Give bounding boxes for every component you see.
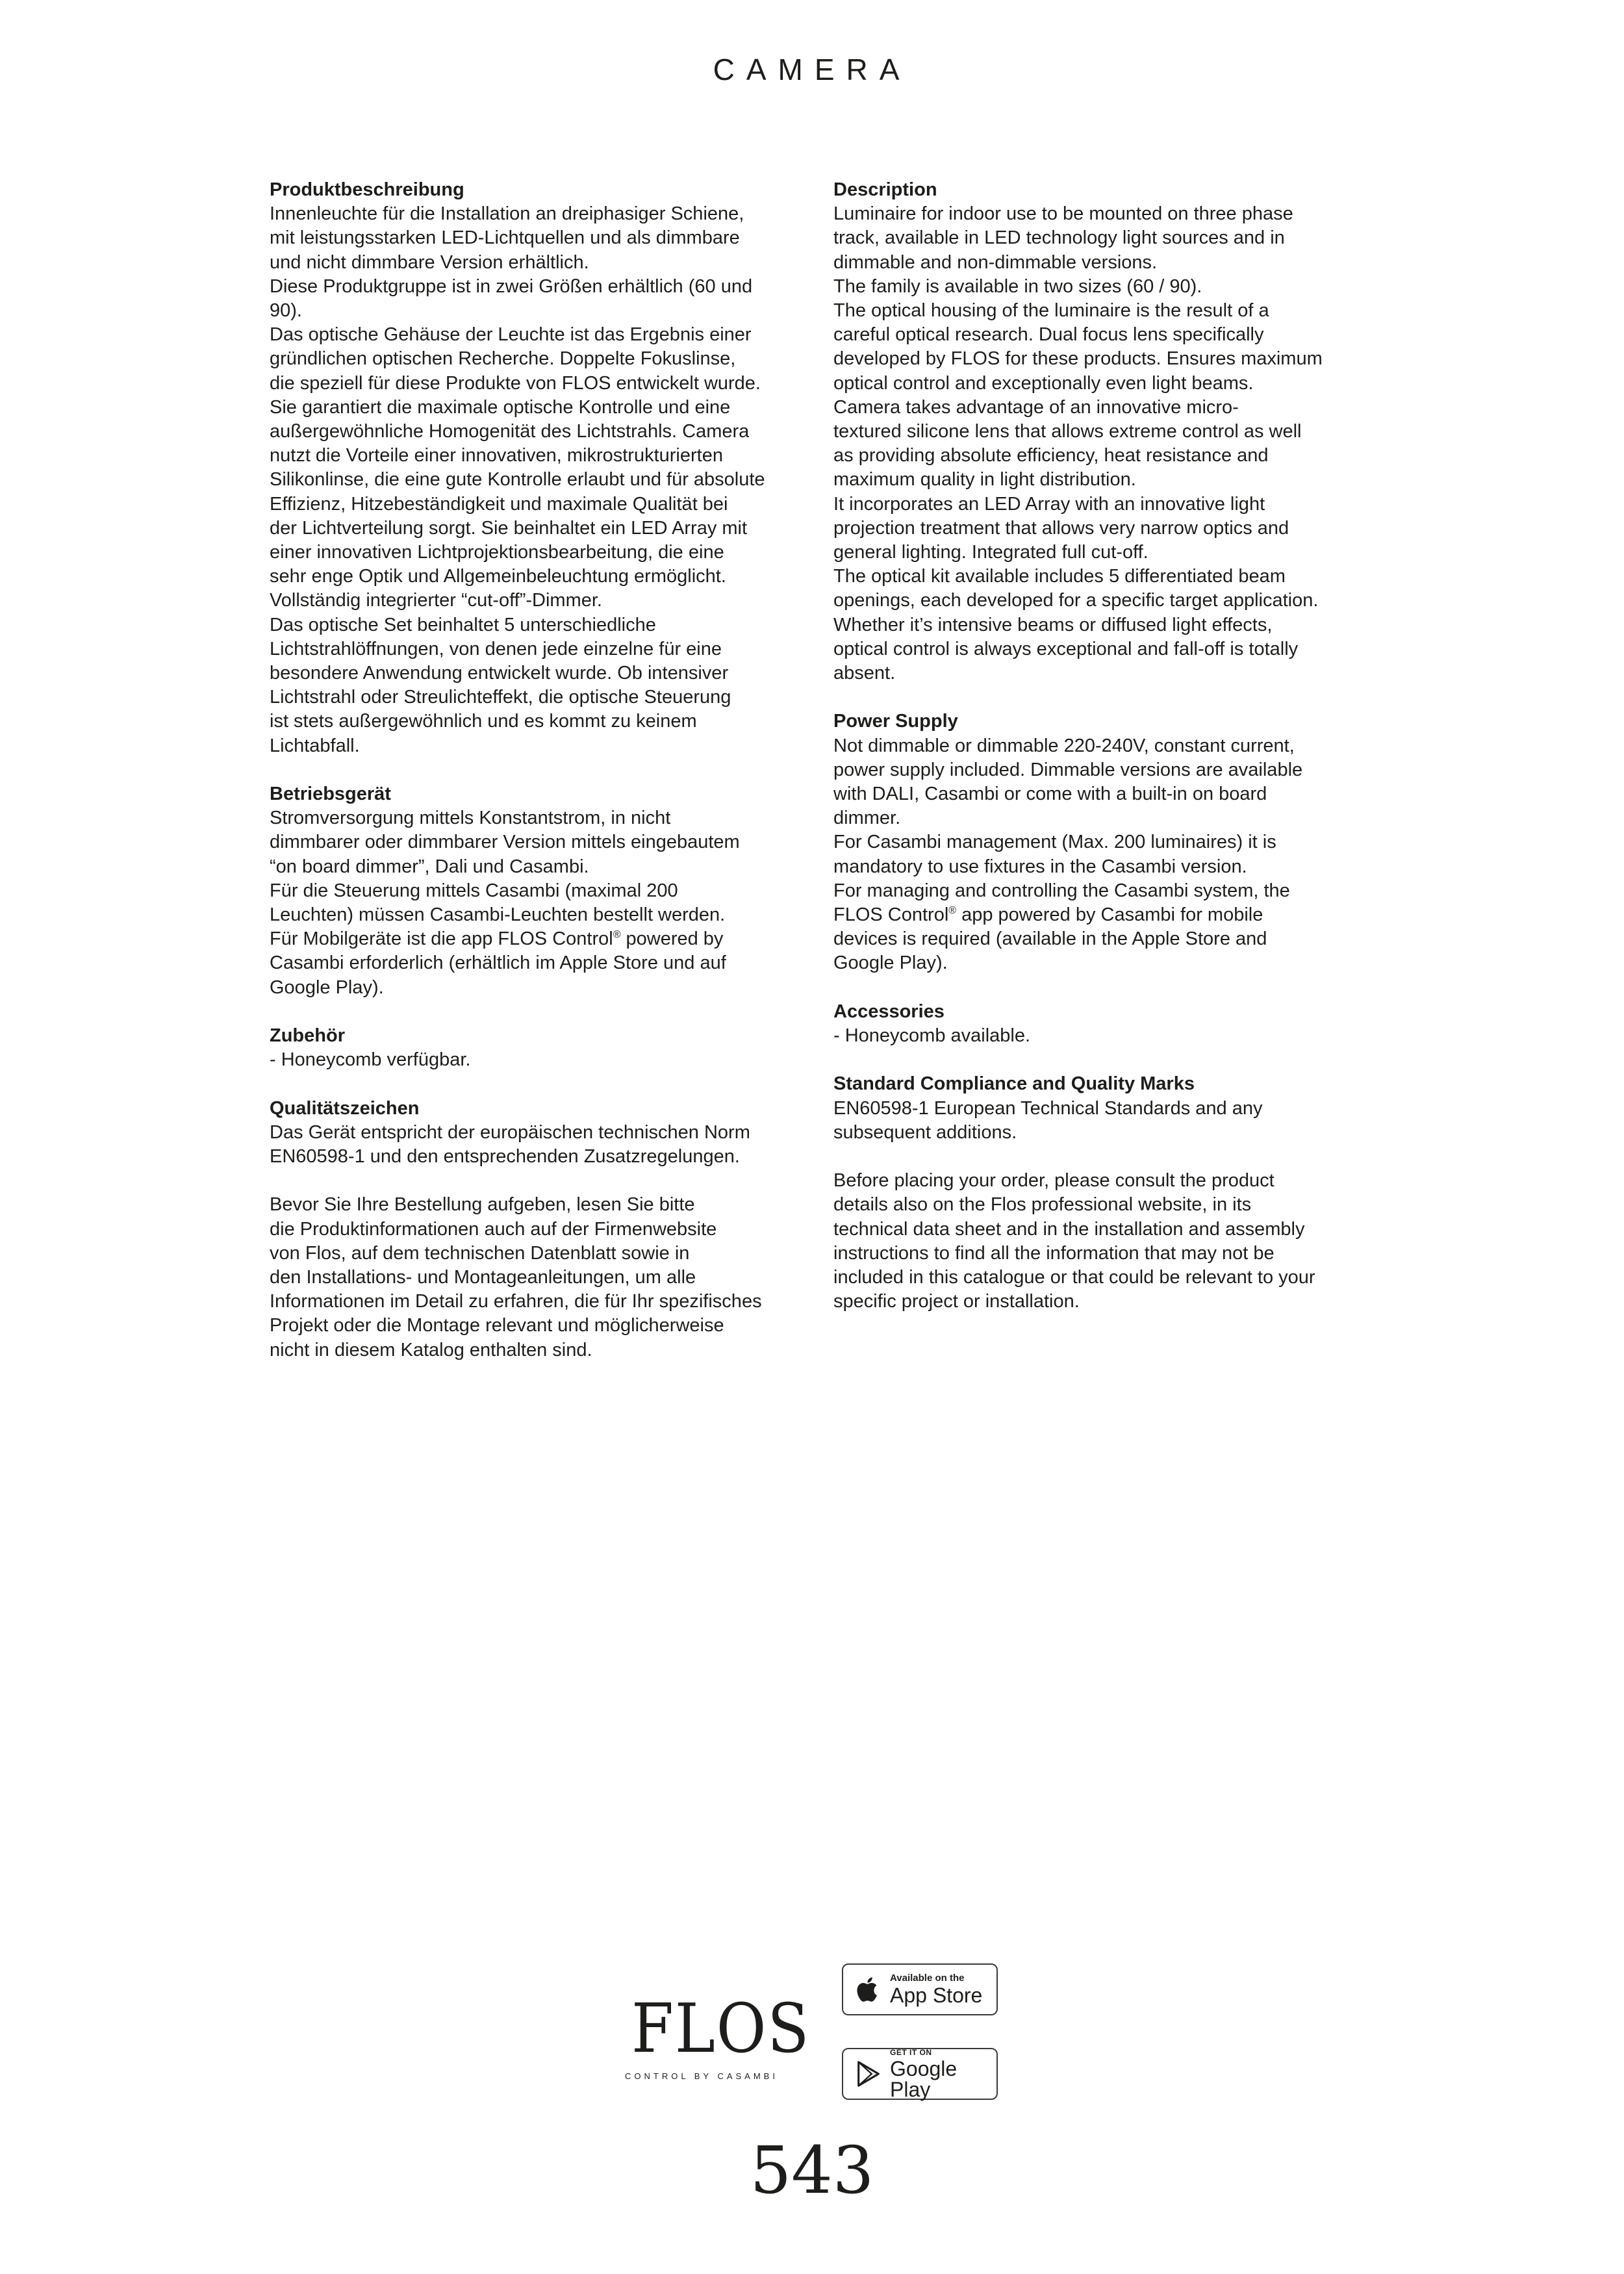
section-heading: Accessories xyxy=(833,1001,945,1022)
badge-big-text: App Store xyxy=(890,1984,983,2007)
compliance-section-en xyxy=(833,1072,1379,1145)
section-text: Innenleuchte für die Installation an dreiphasiger Schiene, mit leistungsstarken LED-Lichtquellen und als dimmbare und nicht dimmbare Version erhältlich. Diese Produktgruppe ist in zwei Größen erhältlich (60 und 90). Das optische Gehäuse der Leuchte ist das Ergebnis einer gründlichen optischen Recherche. Doppelte Fokuslinse, die speziell für diese Produkte von FLOS entwickelt wurde. Sie garantiert die maximale optische Kontrolle und eine außergewöhnliche Homogenität des Lichtstrahls. Camera nutzt die Vorteile einer innovativen, mikrostrukturierten Silikonlinse, die eine gute Kontrolle erlaubt und für absolute Effizienz, Hitzebeständigkeit und maximale Qualität bei der Lichtverteilung sorgt. Sie beinhaltet ein LED Array mit einer innovativen Lichtprojektionsbearbeitung, die eine sehr enge Optik und Allgemeinbeleuchtung ermöglicht. Vollständig integrierter “cut-off”-Dimmer. Das optische Set beinhaltet 5 unterschiedliche Lichtstrahlöffnungen, von denen jede einzelne für eine besondere Anwendung entwickelt wurde. Ob intensiver Lichtstrahl oder Streulichteffekt, die optische Steuerung ist stets außergewöhnlich und es kommt zu keinem Lichtabfall. xyxy=(270,203,765,756)
flos-logo-subtitle: CONTROL BY CASAMBI xyxy=(625,2071,778,2081)
product-description-section-de xyxy=(270,178,815,758)
note-section-de xyxy=(270,1193,815,1362)
page-number: 543 xyxy=(750,2132,874,2208)
badge-small-text: GET IT ON xyxy=(890,2047,932,2057)
section-heading: Zubehör xyxy=(270,1025,345,1047)
flos-logo-text: FLOS xyxy=(631,1989,811,2068)
accessories-section-en xyxy=(833,1000,1379,1048)
section-heading: Description xyxy=(833,179,937,200)
google-play-icon xyxy=(854,2059,883,2089)
section-text: Bevor Sie Ihre Bestellung aufgeben, lesen Sie bitte die Produktinformationen auch auf der Firmenwebsite von Flos, auf dem technischen Datenblatt sowie in den Installations- und Montageanleitungen, um alle Informationen im Detail zu erfahren, die für Ihr spezifisches Projekt oder die Montage relevant und möglicherweise nicht in diesem Katalog enthalten sind. xyxy=(270,1194,762,1361)
note-section-en xyxy=(833,1169,1379,1314)
flos-logo xyxy=(624,1989,811,2081)
german-column xyxy=(270,178,815,1386)
section-heading: Power Supply xyxy=(833,711,958,732)
section-text: - Honeycomb verfügbar. xyxy=(270,1049,471,1071)
section-heading: Produktbeschreibung xyxy=(270,179,464,200)
english-column xyxy=(833,178,1379,1338)
text-part: Stromversorgung mittels Konstantstrom, in nicht dimmbarer oder dimmbarer Version mittels eingebautem “on board dimmer”, Dali und Casambi. Für die Steuerung mittels Casambi (maximal 200 Leuchten) müssen Casambi-Leuchten bestellt werden. Für Mobilgeräte ist die app FLOS Control xyxy=(270,808,740,950)
power-supply-section-de xyxy=(270,782,815,1000)
section-text: Luminaire for indoor use to be mounted on three phase track, available in LED technology light sources and in dimmable and non-dimmable versions. The family is available in two sizes (60 / 90). The optical housing of the luminaire is the result of a careful optical research. Dual focus lens specifically developed by FLOS for these products. Ensures maximum optical control and exceptionally even light beams. Camera takes advantage of an innovative micro- textured silicone lens that allows extreme control as well as providing absolute efficiency, heat resistance and maximum quality in light distribution. It incorporates an LED Array with an innovative light projection treatment that allows very narrow optics and general lighting. Integrated full cut-off. The optical kit available includes 5 differentiated beam openings, each developed for a specific target application. Whether it’s intensive beams or diffused light effects, optical control is always exceptional and fall-off is totally absent. xyxy=(833,203,1323,684)
registered-mark: ® xyxy=(948,904,957,916)
section-text xyxy=(270,806,815,1000)
quality-section-de xyxy=(270,1097,815,1169)
text-part: Not dimmable or dimmable 220-240V, constant current, power supply included. Dimmable versions are available with DALI, Casambi or come with a built-in on board dimmer. For Casambi management (Max. 200 luminaires) it is mandatory to use fixtures in the Casambi version. For managing and controlling the Casambi system, the FLOS Control xyxy=(833,735,1303,926)
badge-big-text: Google Play xyxy=(890,2056,958,2101)
google-play-badge[interactable] xyxy=(842,2048,998,2100)
page-title: CAMERA xyxy=(713,53,911,86)
text-part: powered by Casambi erforderlich (erhältlich im Apple Store und auf Google Play). xyxy=(270,928,726,998)
registered-mark: ® xyxy=(613,929,621,941)
accessories-section-de xyxy=(270,1024,815,1072)
section-text: EN60598-1 European Technical Standards and any subsequent additions. xyxy=(833,1097,1263,1143)
section-text: Before placing your order, please consult the product details also on the Flos professional website, in its technical data sheet and in the installation and assembly instructions to find all the information that may not be included in this catalogue or that could be relevant to your specific project or installation. xyxy=(833,1170,1315,1312)
section-text: - Honeycomb available. xyxy=(833,1025,1031,1047)
section-heading: Qualitätszeichen xyxy=(270,1097,420,1119)
apple-icon xyxy=(854,1974,883,2004)
section-heading: Betriebsgerät xyxy=(270,784,391,805)
description-section-en xyxy=(833,178,1379,685)
section-heading: Standard Compliance and Quality Marks xyxy=(833,1073,1195,1095)
badge-small-text: Available on the xyxy=(890,1973,965,1984)
section-text: Das Gerät entspricht der europäischen technischen Norm EN60598-1 und den entsprechenden Zusatzregelungen. xyxy=(270,1121,750,1168)
power-supply-section-en xyxy=(833,709,1379,975)
app-store-badge[interactable] xyxy=(842,1963,998,2015)
section-text xyxy=(833,734,1379,976)
text-part: app powered by Casambi for mobile devices is required (available in the Apple Store and Google Play). xyxy=(833,904,1267,974)
